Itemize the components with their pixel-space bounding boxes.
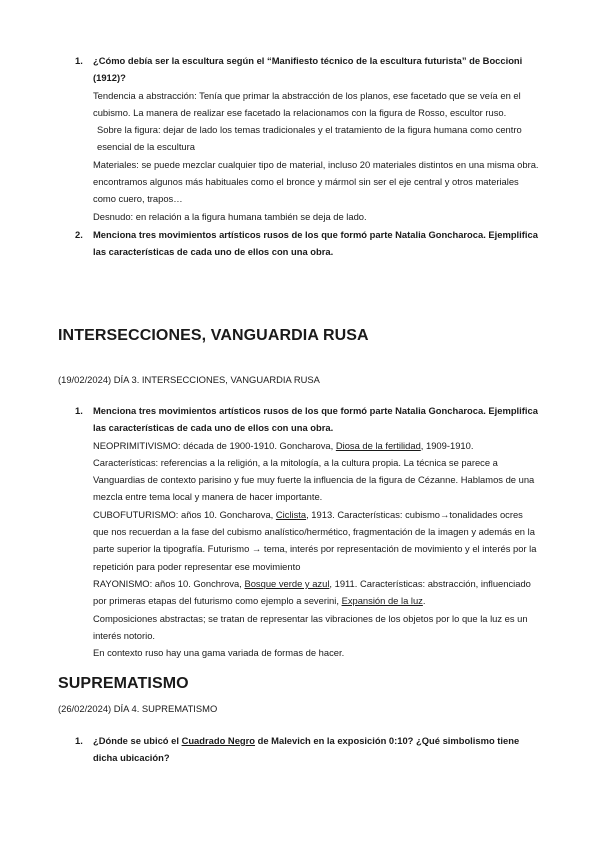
question-title: Menciona tres movimientos artísticos rusos de los que formó parte Natalia Goncharoca. Ejemplifica las características de cada uno de ellos con una obra. bbox=[93, 229, 538, 258]
question-title: ¿Dónde se ubicó el Cuadrado Negro de Malevich en la exposición 0:10? ¿Qué simbolismo tiene dicha ubicación? bbox=[93, 735, 520, 764]
question-number: 1. bbox=[75, 55, 83, 66]
question-number: 1. bbox=[75, 405, 83, 416]
question-title: ¿Cómo debía ser la escultura según el “Manifiesto técnico de la escultura futurista” de Boccioni (1912)? bbox=[93, 55, 523, 84]
question-number: 2. bbox=[75, 229, 83, 240]
question-boccioni bbox=[75, 52, 540, 225]
answer-rayonism: RAYONISMO: años 10. Gonchrova, Bosque verde y azul, 1911. Características: abstracción, influenciado por primeras etapas del futurismo como ejemplo a severini, Expansión de la luz. bbox=[93, 577, 531, 607]
question-goncharova-1 bbox=[75, 226, 540, 261]
artwork-title: Bosque verde y azul bbox=[244, 577, 330, 589]
answer-cubofuturism: CUBOFUTURISMO: años 10. Goncharova, Ciclista, 1913. Características: cubismo→tonalidades ocres que nos recuerdan a la fase del cubismo analístico/hermético, fragmentación de la imagen y además en la parte superior la tipografía. Futurismo → tema, interés por representación de movimiento y el interés por la repetición para poder representar ese movimiento bbox=[93, 508, 537, 572]
section-heading-suprematismo: SUPREMATISMO bbox=[58, 675, 189, 692]
artwork-title: Expansión de la luz bbox=[341, 595, 423, 607]
section-dateline-intersecciones: (19/02/2024) DÍA 3. INTERSECCIONES, VANGUARDIA RUSA bbox=[58, 374, 320, 385]
answer-neoprimitivism-characteristics: Características: referencias a la religión, a la mitología, a la cultura propia. La técnica se parece a Vanguardias de contexto parisino y fue muy fuerte la influencia de la figura de Cézanne. Hablamos de una mezcla entre tema local y manera de hacer importante. bbox=[93, 456, 535, 503]
section-heading-intersecciones: INTERSECCIONES, VANGUARDIA RUSA bbox=[58, 327, 369, 344]
question-malevich bbox=[75, 732, 540, 767]
answer-abstraction: Tendencia a abstracción: Tenía que primar la abstracción de los planos, ese facetado que se veía en el cubismo. La manera de realizar ese facetado la relacionamos con la figura de Rosso, escultor ruso. bbox=[93, 89, 521, 118]
answer-materials: Materiales: se puede mezclar cualquier tipo de material, incluso 20 materiales distintos en una misma obra. encontramos algunos más habituales como el bronce y mármol sin ser el eje central y otros materiales como cuero, trapos… bbox=[93, 158, 539, 205]
question-goncharova-2 bbox=[75, 402, 540, 661]
answer-rayonism-compositions: Composiciones abstractas; se tratan de representar las vibraciones de los objetos por lo que la luz es un interés notorio. bbox=[93, 612, 528, 641]
artwork-title: Ciclista bbox=[275, 508, 307, 520]
section-dateline-suprematismo: (26/02/2024) DÍA 4. SUPREMATISMO bbox=[58, 703, 218, 714]
question-title: Menciona tres movimientos artísticos rusos de los que formó parte Natalia Goncharoca. Ejemplifica las características de cada uno de ellos con una obra. bbox=[93, 405, 538, 434]
question-number: 1. bbox=[75, 735, 83, 746]
answer-neoprimitivism: NEOPRIMITIVISMO: década de 1900-1910. Goncharova, Diosa de la fertilidad, 1909-1910. bbox=[93, 439, 474, 451]
answer-figure: Sobre la figura: dejar de lado los temas tradicionales y el tratamiento de la figura humana como centro esencial de la escultura bbox=[97, 124, 522, 153]
artwork-title: Cuadrado Negro bbox=[181, 735, 256, 746]
answer-closing: En contexto ruso hay una gama variada de formas de hacer. bbox=[93, 647, 345, 659]
answer-nude: Desnudo: en relación a la figura humana también se deja de lado. bbox=[93, 210, 367, 222]
artwork-title: Diosa de la fertilidad bbox=[335, 439, 421, 451]
